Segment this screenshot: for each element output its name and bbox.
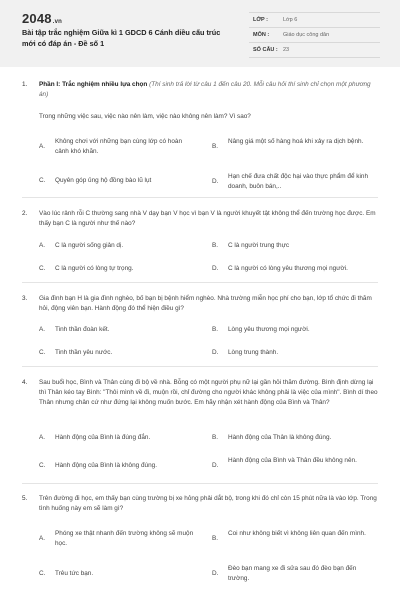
option-label: D. (212, 265, 219, 272)
part-title: Phần I: Trắc nghiệm nhiều lựa chọn (39, 81, 148, 88)
option-label: D. (212, 349, 219, 356)
option-label: D. (212, 570, 219, 577)
option-text: C là người có lòng yêu thương mọi người. (228, 265, 348, 272)
divider (22, 366, 378, 367)
option-text: Hành động của Bình là đúng đắn. (55, 434, 151, 441)
part-note: (Thí sinh trả lời từ câu 1 đến câu 20. Mỗi câu hỏi thí sinh chỉ chọn một phương án) (39, 81, 371, 98)
question-number: 2. (22, 210, 28, 217)
option-label: C. (39, 265, 46, 272)
question-text: Vào lúc rảnh rỗi C thường sang nhà V dạy bạn V học vì bạn V là người khuyết tật không thể đến trường học được. Em thấy bạn C là người như thế nào? (39, 210, 376, 227)
option-label: A. (39, 143, 46, 150)
meta-row-count (249, 43, 380, 58)
option-text: C là người trung thực (228, 242, 290, 249)
option-label: B. (212, 535, 219, 542)
option-label: D. (212, 462, 219, 469)
option-text: Phóng xe thật nhanh đến trường không sẽ muộn học. (55, 530, 194, 547)
question-number: 5. (22, 495, 28, 502)
meta-label: MÔN : (253, 32, 270, 38)
option-text: Nâng giá một số hàng hoá khi xảy ra dịch bệnh. (228, 138, 364, 145)
option-label: C. (39, 177, 46, 184)
option-label: B. (212, 242, 219, 249)
option-label: B. (212, 326, 219, 333)
option-text: Không chơi với những bạn cùng lớp có hoàn cảnh khó khăn. (55, 138, 182, 155)
option-text: Quyên góp ủng hộ đồng bào lũ lụt (55, 177, 152, 184)
logo-text: 2048 (22, 11, 52, 26)
option-label: B. (212, 143, 219, 150)
option-text: Tinh thần yêu nước. (55, 349, 113, 356)
question-text: Gia đình bạn H là gia đình nghèo, bố bạn bị bệnh hiểm nghèo. Nhà trường miễn học phí cho bạn, lớp tổ chức đi thăm hỏi, động viên bạn. Hành động đó thể hiện điều gì? (39, 295, 372, 312)
option-text: C là người sống giản dị. (55, 242, 124, 249)
meta-value: Giáo dục công dân (283, 32, 330, 38)
question-number: 4. (22, 379, 28, 386)
option-label: D. (212, 178, 219, 185)
meta-label: LỚP : (253, 17, 268, 23)
meta-table (249, 12, 380, 58)
divider (22, 483, 378, 484)
option-text: C là người có lòng tự trọng. (55, 265, 134, 272)
option-text: Hạn chế đưa chất độc hại vào thực phẩm để kinh doanh, buôn bán,.. (228, 173, 369, 190)
option-text: Lòng trung thành. (228, 349, 279, 356)
document-header (0, 0, 400, 67)
meta-value: Lớp 6 (283, 17, 298, 23)
option-label: C. (39, 570, 46, 577)
option-text: Trêu tức bạn. (55, 570, 94, 577)
option-label: C. (39, 349, 46, 356)
divider (22, 282, 378, 283)
option-text: Đèo bạn mang xe đi sửa sau đó đèo bạn đến trường. (228, 565, 357, 582)
question-text: Trong những việc sau, việc nào nên làm, việc nào không nên làm? Vì sao? (39, 113, 251, 120)
option-text: Hành động của Bình là không đúng. (55, 462, 157, 469)
part-heading (39, 80, 379, 100)
option-label: B. (212, 434, 219, 441)
meta-row-class (249, 13, 380, 28)
question-text: Sau buổi học, Bình và Thân cùng đi bộ về nhà. Bỗng có một người phụ nữ lại gần hỏi thăm đường. Bình định dừng lại thì Thân kéo tay Bình: "Thôi mình về đi, muộn rồi, chỉ đường cho người khác không phải là việc của mình". Bình dí theo Thân nhưng chân cứ như đứng lại không muốn bước. Em hãy nhận xét hành động của Bình và Thân? (39, 379, 378, 406)
option-text: Hành động của Thân là không đúng. (228, 434, 332, 441)
logo-suffix: .vn (52, 19, 63, 25)
option-text: Hành động của Bình và Thân đều không nên. (228, 457, 357, 464)
document-title: Bài tập trắc nghiệm Giữa kì 1 GDCD 6 Cánh diều cấu trúc mới có đáp án - Đề số 1 (22, 28, 221, 48)
meta-value: 23 (283, 47, 290, 53)
divider (22, 197, 378, 198)
meta-label: SỐ CÂU : (253, 47, 278, 53)
option-text: Lòng yêu thương mọi người. (228, 326, 310, 333)
option-text: Tinh thần đoàn kết. (55, 326, 110, 333)
option-label: A. (39, 326, 46, 333)
question-number: 1. (22, 81, 28, 88)
meta-row-subject (249, 28, 380, 43)
option-label: C. (39, 462, 46, 469)
site-logo[interactable] (22, 11, 62, 26)
option-label: A. (39, 242, 46, 249)
option-label: A. (39, 434, 46, 441)
question-text: Trên đường đi học, em thấy bạn cùng trường bị xe hỏng phải dắt bộ, trong khi đó chỉ còn 15 phút nữa là vào lớp. Trong tình huống này em sẽ làm gì? (39, 495, 377, 512)
option-text: Coi như không biết vì không liên quan đến mình. (228, 530, 366, 537)
question-number: 3. (22, 295, 28, 302)
option-label: A. (39, 535, 46, 542)
